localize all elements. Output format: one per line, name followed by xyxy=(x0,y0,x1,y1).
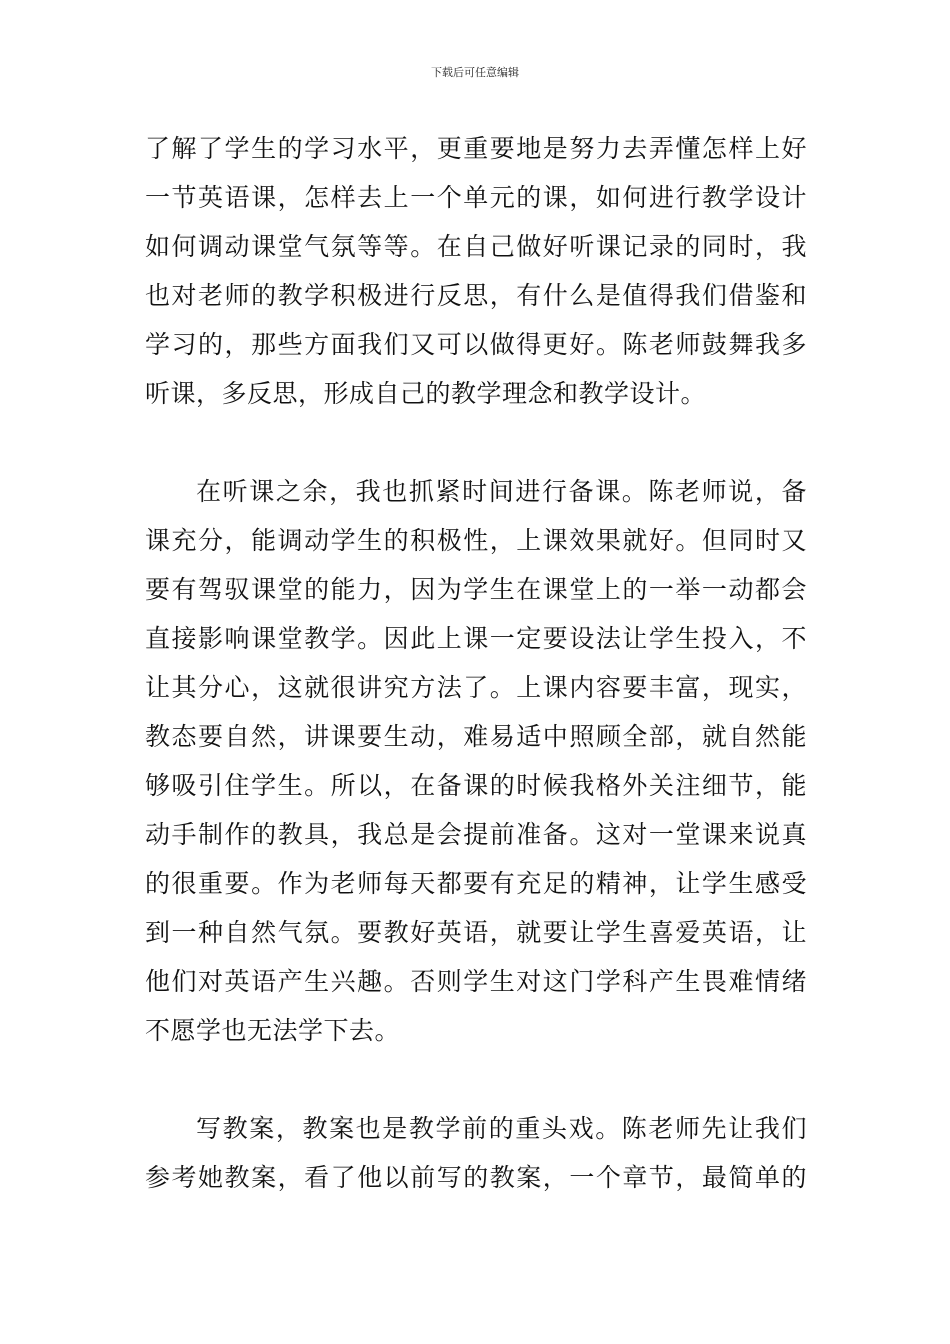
text-line: 如何调动课堂气氛等等。在自己做好听课记录的同时，我 xyxy=(145,232,807,261)
text-line: 直接影响课堂教学。因此上课一定要设法让学生投入，不 xyxy=(145,624,807,653)
text-line: 动手制作的教具，我总是会提前准备。这对一堂课来说真 xyxy=(145,820,807,849)
text-line: 听课，多反思，形成自己的教学理念和教学设计。 xyxy=(145,379,707,408)
text-line: 参考她教案，看了他以前写的教案，一个章节，最简单的 xyxy=(145,1163,807,1192)
text-line: 他们对英语产生兴趣。否则学生对这门学科产生畏难情绪 xyxy=(145,967,807,996)
text-line: 要有驾驭课堂的能力，因为学生在课堂上的一举一动都会 xyxy=(145,575,807,604)
text-line: 也对老师的教学积极进行反思，有什么是值得我们借鉴和 xyxy=(145,281,807,310)
text-line: 写教案，教案也是教学前的重头戏。陈老师先让我们 xyxy=(196,1114,807,1143)
paragraph-2 xyxy=(145,467,807,1055)
text-line: 到一种自然气氛。要教好英语，就要让学生喜爱英语，让 xyxy=(145,918,807,947)
text-line: 的很重要。作为老师每天都要有充足的精神，让学生感受 xyxy=(145,869,807,898)
text-line: 学习的，那些方面我们又可以做得更好。陈老师鼓舞我多 xyxy=(145,330,807,359)
text-line: 教态要自然，讲课要生动，难易适中照顾全部，就自然能 xyxy=(145,722,807,751)
page-header: 下载后可任意编辑 xyxy=(431,66,519,79)
text-line: 够吸引住学生。所以，在备课的时候我格外关注细节，能 xyxy=(145,771,807,800)
text-line: 了解了学生的学习水平，更重要地是努力去弄懂怎样上好 xyxy=(145,134,807,163)
text-line: 课充分，能调动学生的积极性，上课效果就好。但同时又 xyxy=(145,526,807,555)
document-body xyxy=(145,124,807,1202)
text-line: 不愿学也无法学下去。 xyxy=(145,1016,401,1045)
paragraph-spacer xyxy=(145,1055,807,1104)
paragraph-spacer xyxy=(145,418,807,467)
paragraph-3 xyxy=(145,1104,807,1202)
text-line: 让其分心，这就很讲究方法了。上课内容要丰富，现实， xyxy=(145,673,807,702)
paragraph-1 xyxy=(145,124,807,418)
text-line: 一节英语课，怎样去上一个单元的课，如何进行教学设计 xyxy=(145,183,807,212)
text-line: 在听课之余，我也抓紧时间进行备课。陈老师说，备 xyxy=(196,477,807,506)
